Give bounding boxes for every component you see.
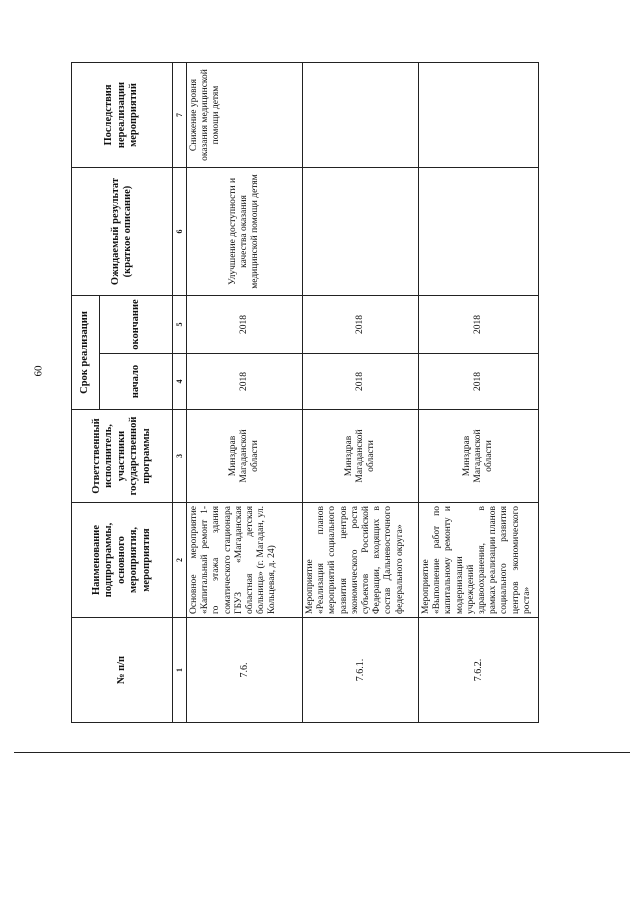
header-start: начало [100,354,173,410]
column-index: 2 [173,503,187,618]
row-result [419,168,539,296]
row-start: 2018 [303,354,419,410]
header-period: Срок реализации [72,296,100,410]
row-start: 2018 [187,354,303,410]
rotated-table-container [71,63,532,723]
column-index: 6 [173,168,187,296]
row-result [303,168,419,296]
header-end: окончание [100,296,173,354]
row-end: 2018 [303,296,419,354]
header-consequences: Последствия нереализации мероприятий [72,63,173,168]
column-index: 1 [173,618,187,723]
row-consequences: Снижение уровня оказания медицинской помощи детям [187,63,303,168]
row-consequences [303,63,419,168]
header-name: Наименование подпрограммы, основного мероприятия, мероприятия [72,503,173,618]
column-index: 3 [173,410,187,503]
page-number: 60 [32,365,45,377]
row-end: 2018 [419,296,539,354]
column-index: 5 [173,296,187,354]
row-consequences [419,63,539,168]
row-executor: Минздрав Магаданской области [419,410,539,503]
row-end: 2018 [187,296,303,354]
row-number: 7.6.2. [419,618,539,723]
header-num: № п/п [72,618,173,723]
header-result: Ожидаемый результат (краткое описание) [72,168,173,296]
header-executor: Ответственный исполнитель, участники государственной программы [72,410,173,503]
row-start: 2018 [419,354,539,410]
row-result: Улучшение доступности и качества оказания медицинской помощи детям [187,168,303,296]
row-executor: Минздрав Магаданской области [187,410,303,503]
row-executor: Минздрав Магаданской области [303,410,419,503]
table-row [419,63,539,723]
horizontal-rule [14,752,630,753]
column-index: 4 [173,354,187,410]
measures-table [71,62,539,723]
table-row [303,63,419,723]
row-number: 7.6.1. [303,618,419,723]
row-name: Мероприятие «Выполнение работ по капитальному ремонту и модернизации учреждений здравоохранения, в рамках реализации планов социального развития центров экономического роста» [419,503,539,618]
column-index: 7 [173,63,187,168]
table-row [187,63,303,723]
row-name: Основное мероприятие «Капитальный ремонт 1-го этажа здания соматического стационара ГБУЗ «Магаданская областная детская больница» (г. Магадан, ул. Кольцевая, д. 24) [187,503,303,618]
row-name: Мероприятие «Реализация планов мероприятий социального развития центров экономического роста субъектов Российской Федерации, входящих в состав Дальневосточного федерального округа» [303,503,419,618]
row-number: 7.6. [187,618,303,723]
